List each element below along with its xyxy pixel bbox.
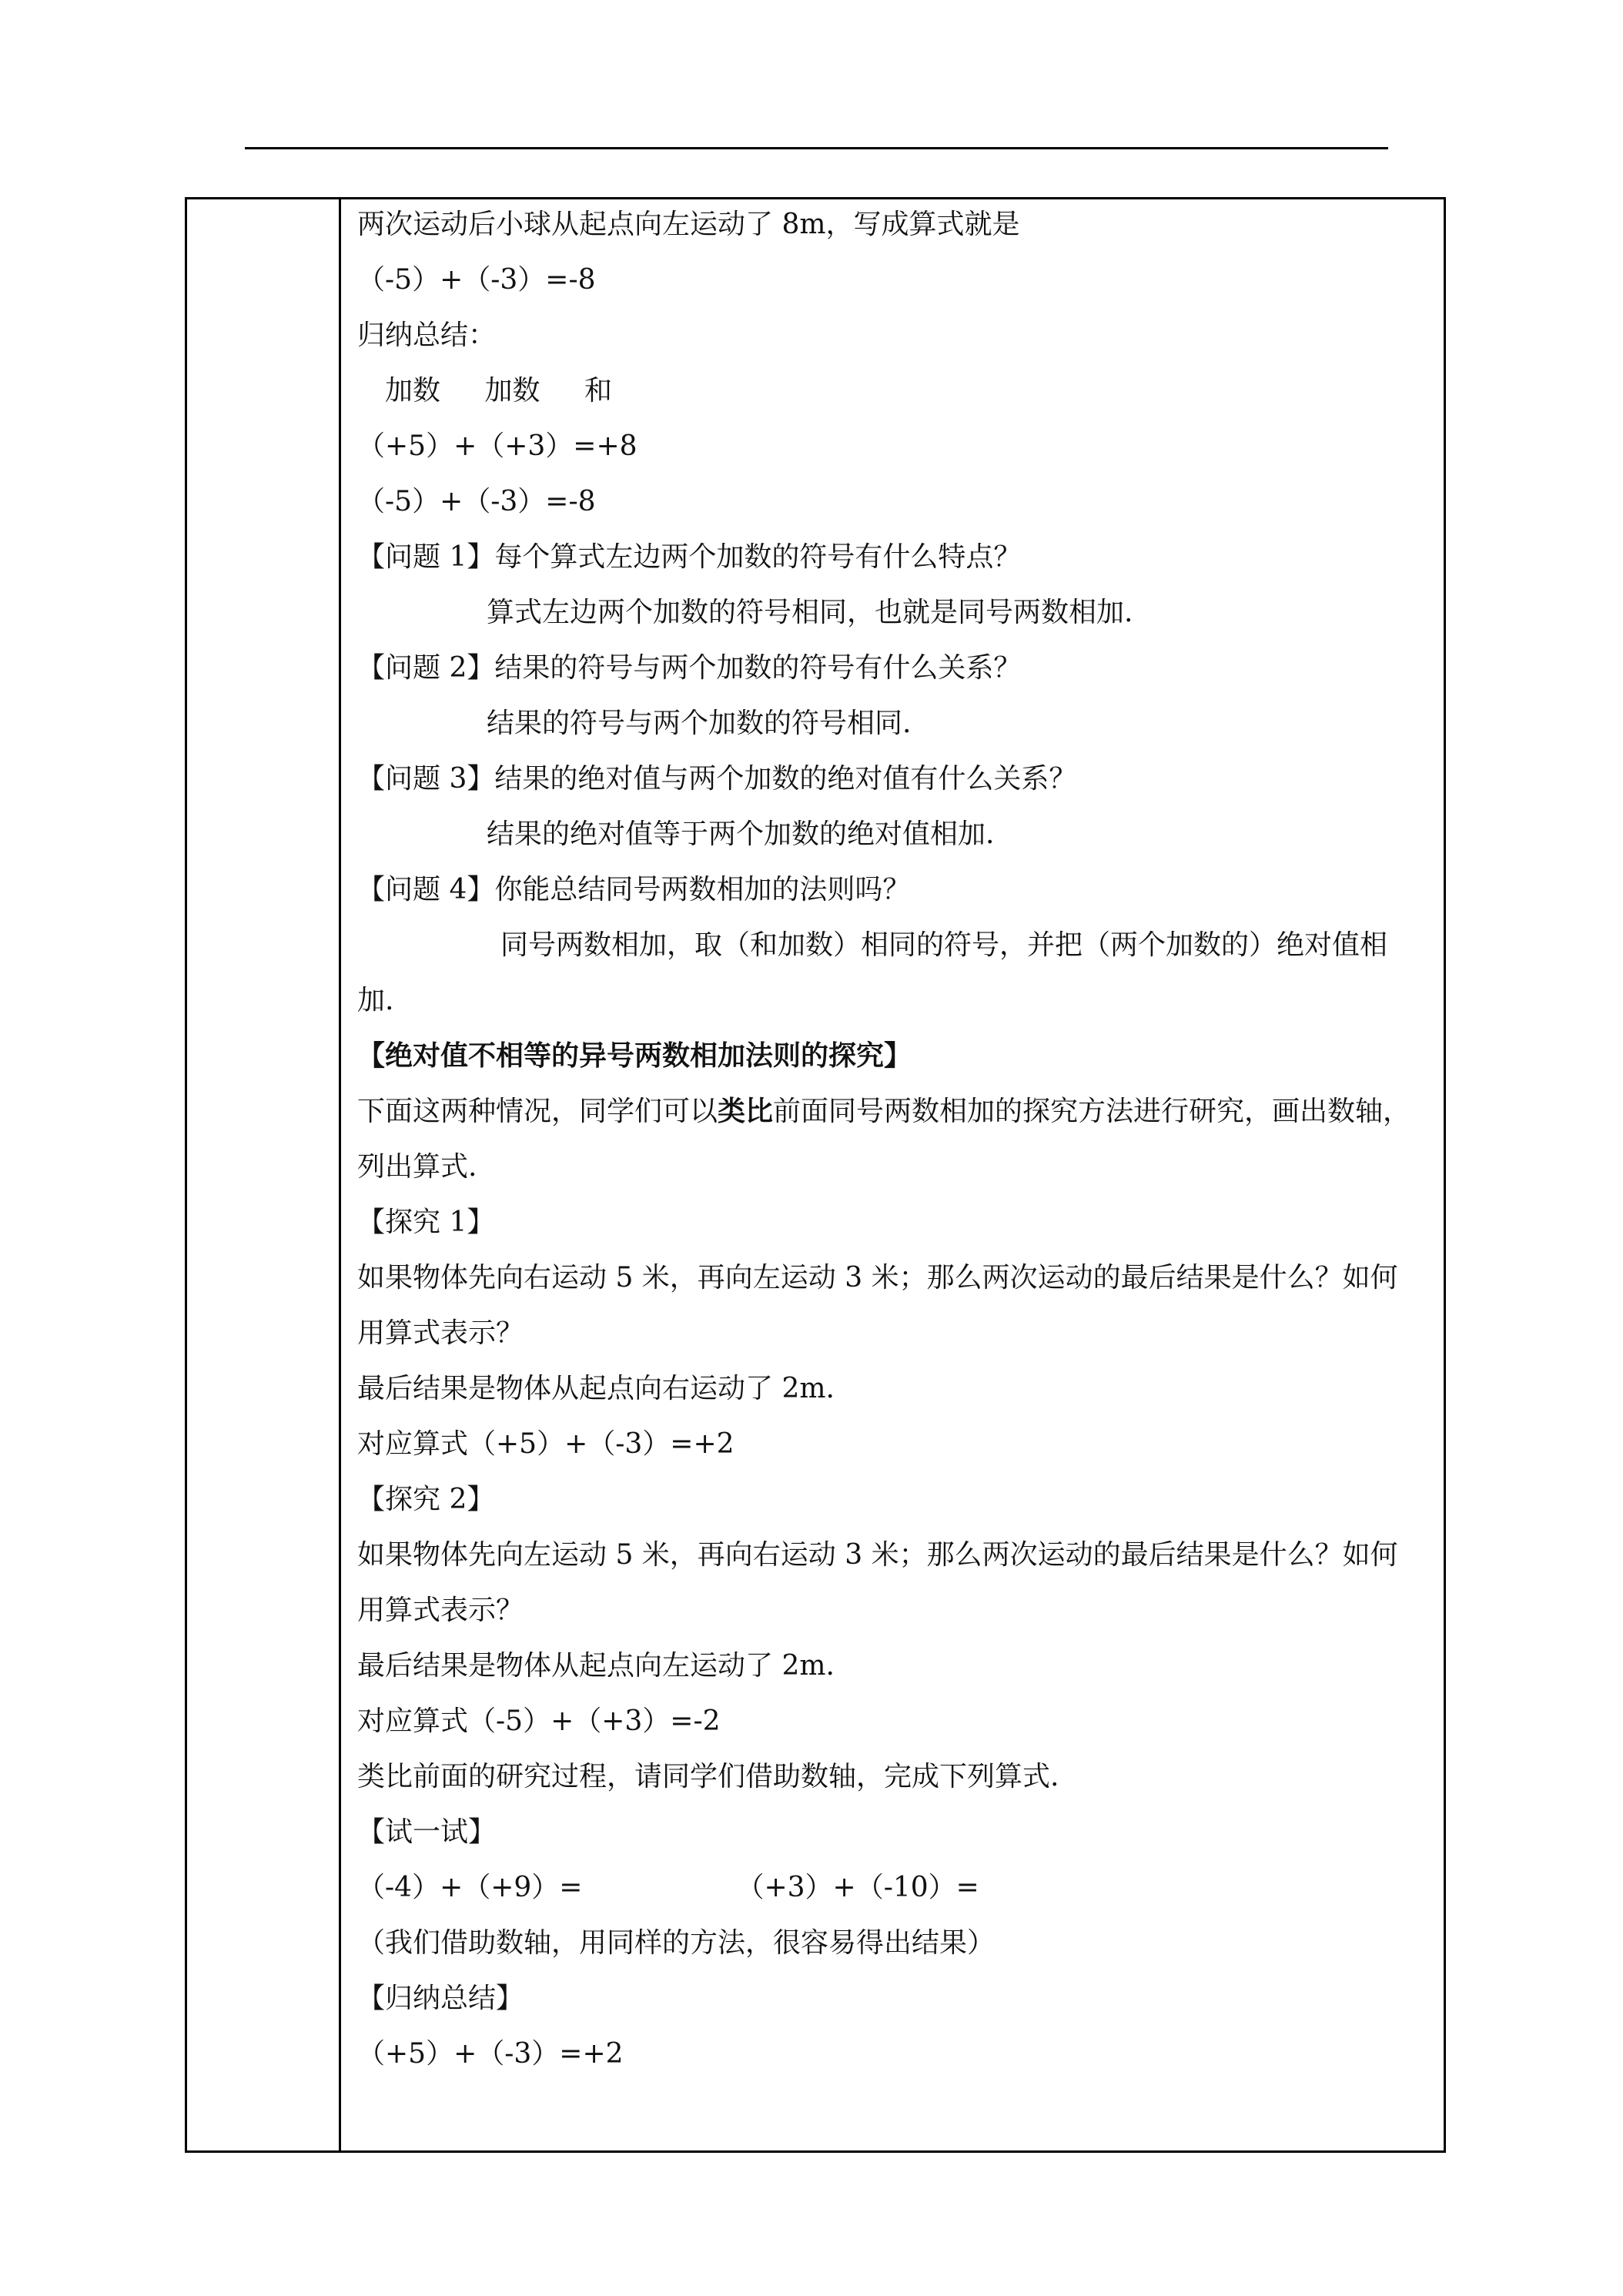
text-line: 如果物体先向左运动 5 米，再向右运动 3 米；那么两次运动的最后结果是什么？如何 (357, 1539, 1398, 1571)
question-line: 【问题 1】每个算式左边两个加数的符号有什么特点？ (357, 541, 1022, 573)
text-line: （我们借助数轴，用同样的方法，很容易得出结果） (357, 1927, 996, 1959)
exercise-right: （+3）+（-10）= (736, 1872, 979, 1903)
head-addend-2: 加数 (484, 375, 540, 407)
text-line: 两次运动后小球从起点向左运动了 8m，写成算式就是 (357, 209, 1020, 240)
text-line: 如果物体先向右运动 5 米，再向左运动 3 米；那么两次运动的最后结果是什么？如何 (357, 1262, 1398, 1294)
exercise-line (357, 1860, 979, 1916)
answer-line: 结果的符号与两个加数的符号相同. (487, 708, 912, 739)
head-addend-1: 加数 (385, 375, 441, 407)
text-line (357, 1084, 1411, 1140)
exercise-left: （-4）+（+9）= (357, 1872, 583, 1903)
equation-line: 对应算式（+5）+（-3）=+2 (357, 1428, 735, 1460)
equation-line: （-5）+（-3）=-8 (357, 486, 596, 517)
section-label: 归纳总结： (357, 320, 497, 351)
section-label: 【探究 1】 (357, 1207, 495, 1238)
answer-line: 算式左边两个加数的符号相同，也就是同号两数相加. (487, 597, 1133, 628)
question-line: 【问题 4】你能总结同号两数相加的法则吗？ (357, 874, 911, 905)
text-line: 用算式表示？ (357, 1595, 524, 1626)
text-span: 下面这两种情况，同学们可以 (357, 1096, 718, 1127)
answer-line: 结果的绝对值等于两个加数的绝对值相加. (487, 818, 995, 850)
text-line: 列出算式. (357, 1151, 477, 1183)
section-heading: 【绝对值不相等的异号两数相加法则的探究】 (357, 1040, 912, 1072)
text-line: 加. (357, 985, 394, 1016)
equation-line: 对应算式（-5）+（+3）=-2 (357, 1705, 721, 1737)
text-line: 类比前面的研究过程，请同学们借助数轴，完成下列算式. (357, 1761, 1059, 1792)
column-heads (385, 363, 648, 419)
text-line: 最后结果是物体从起点向左运动了 2m. (357, 1650, 835, 1682)
text-span: 前面同号两数相加的探究方法进行研究，画出数轴， (773, 1096, 1411, 1127)
question-line: 【问题 3】结果的绝对值与两个加数的绝对值有什么关系？ (357, 763, 1077, 795)
answer-line: 同号两数相加，取（和加数）相同的符号，并把（两个加数的）绝对值相 (500, 929, 1388, 961)
header-rule (245, 147, 1388, 149)
question-line: 【问题 2】结果的符号与两个加数的符号有什么关系？ (357, 652, 1022, 684)
equation-line: （+5）+（-3）=+2 (357, 2038, 624, 2070)
text-line: 最后结果是物体从起点向右运动了 2m. (357, 1373, 835, 1404)
section-label: 【归纳总结】 (357, 1983, 524, 2014)
equation-line: （-5）+（-3）=-8 (357, 264, 596, 296)
text-line: 用算式表示？ (357, 1317, 524, 1349)
section-label: 【探究 2】 (357, 1484, 495, 1515)
column-divider (339, 197, 341, 2153)
equation-line: （+5）+（+3）=+8 (357, 430, 637, 462)
section-label: 【试一试】 (357, 1816, 497, 1848)
emphasis-span: 类比 (718, 1096, 774, 1127)
head-sum: 和 (584, 375, 612, 407)
